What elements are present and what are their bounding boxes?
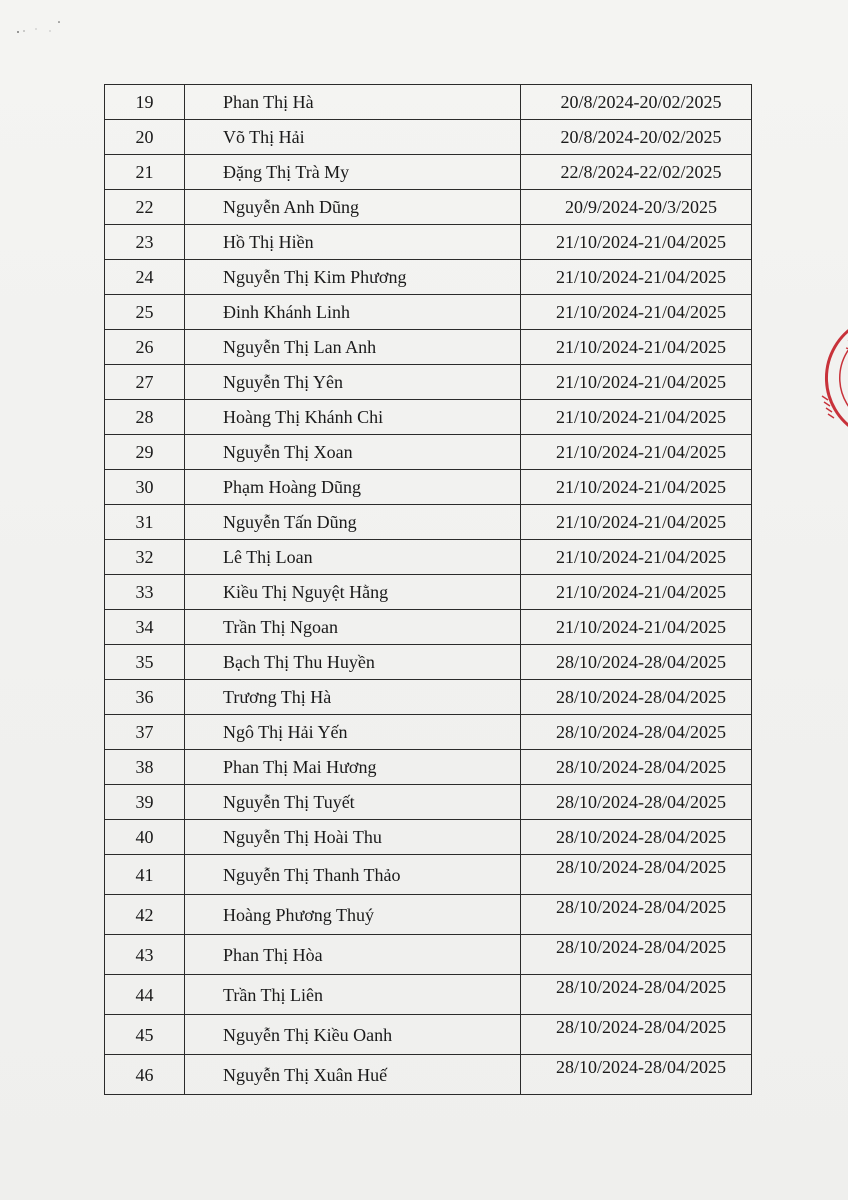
period-cell: 28/10/2024-28/04/2025 [521, 1055, 752, 1095]
row-number-cell: 30 [105, 470, 185, 505]
table-row [105, 680, 752, 715]
period-cell: 28/10/2024-28/04/2025 [521, 645, 752, 680]
staff-roster-table [104, 84, 752, 1095]
table-row [105, 575, 752, 610]
row-number-cell: 45 [105, 1015, 185, 1055]
period-cell: 28/10/2024-28/04/2025 [521, 715, 752, 750]
row-number-cell: 46 [105, 1055, 185, 1095]
name-cell: Hồ Thị Hiền [185, 225, 521, 260]
row-number-cell: 22 [105, 190, 185, 225]
name-cell: Hoàng Thị Khánh Chi [185, 400, 521, 435]
name-cell: Nguyễn Tấn Dũng [185, 505, 521, 540]
row-number-cell: 37 [105, 715, 185, 750]
scan-artifact-dots [14, 18, 74, 38]
name-cell: Kiều Thị Nguyệt Hằng [185, 575, 521, 610]
table-row [105, 785, 752, 820]
row-number-cell: 39 [105, 785, 185, 820]
name-cell: Nguyễn Thị Tuyết [185, 785, 521, 820]
period-cell: 28/10/2024-28/04/2025 [521, 820, 752, 855]
name-cell: Võ Thị Hải [185, 120, 521, 155]
row-number-cell: 42 [105, 895, 185, 935]
period-cell: 21/10/2024-21/04/2025 [521, 225, 752, 260]
table-row [105, 365, 752, 400]
name-cell: Trương Thị Hà [185, 680, 521, 715]
table-row [105, 260, 752, 295]
name-cell: Nguyễn Thị Thanh Thảo [185, 855, 521, 895]
period-cell: 28/10/2024-28/04/2025 [521, 785, 752, 820]
row-number-cell: 36 [105, 680, 185, 715]
period-cell: 21/10/2024-21/04/2025 [521, 575, 752, 610]
name-cell: Đặng Thị Trà My [185, 155, 521, 190]
row-number-cell: 26 [105, 330, 185, 365]
period-cell: 20/9/2024-20/3/2025 [521, 190, 752, 225]
table-row [105, 820, 752, 855]
period-cell: 21/10/2024-21/04/2025 [521, 330, 752, 365]
period-cell: 28/10/2024-28/04/2025 [521, 935, 752, 975]
period-cell: 28/10/2024-28/04/2025 [521, 750, 752, 785]
period-cell: 28/10/2024-28/04/2025 [521, 855, 752, 895]
table-row [105, 935, 752, 975]
table-row [105, 85, 752, 120]
name-cell: Lê Thị Loan [185, 540, 521, 575]
row-number-cell: 19 [105, 85, 185, 120]
period-cell: 21/10/2024-21/04/2025 [521, 260, 752, 295]
table-row [105, 895, 752, 935]
name-cell: Ngô Thị Hải Yến [185, 715, 521, 750]
row-number-cell: 32 [105, 540, 185, 575]
period-cell: 21/10/2024-21/04/2025 [521, 540, 752, 575]
table-row [105, 975, 752, 1015]
name-cell: Nguyễn Thị Xuân Huế [185, 1055, 521, 1095]
table-row [105, 155, 752, 190]
table-row [105, 855, 752, 895]
name-cell: Hoàng Phương Thuý [185, 895, 521, 935]
table-row [105, 540, 752, 575]
name-cell: Nguyễn Thị Lan Anh [185, 330, 521, 365]
table-row [105, 505, 752, 540]
period-cell: 28/10/2024-28/04/2025 [521, 895, 752, 935]
row-number-cell: 27 [105, 365, 185, 400]
row-number-cell: 33 [105, 575, 185, 610]
name-cell: Trần Thị Ngoan [185, 610, 521, 645]
row-number-cell: 25 [105, 295, 185, 330]
table-row [105, 1055, 752, 1095]
row-number-cell: 41 [105, 855, 185, 895]
table-row [105, 470, 752, 505]
row-number-cell: 43 [105, 935, 185, 975]
period-cell: 22/8/2024-22/02/2025 [521, 155, 752, 190]
name-cell: Nguyễn Thị Hoài Thu [185, 820, 521, 855]
red-seal-edge-icon [818, 318, 848, 438]
name-cell: Phan Thị Hòa [185, 935, 521, 975]
row-number-cell: 31 [105, 505, 185, 540]
name-cell: Bạch Thị Thu Huyền [185, 645, 521, 680]
name-cell: Phạm Hoàng Dũng [185, 470, 521, 505]
period-cell: 21/10/2024-21/04/2025 [521, 400, 752, 435]
table-row [105, 225, 752, 260]
name-cell: Nguyễn Thị Xoan [185, 435, 521, 470]
table-row [105, 750, 752, 785]
table-row [105, 715, 752, 750]
period-cell: 21/10/2024-21/04/2025 [521, 295, 752, 330]
name-cell: Phan Thị Hà [185, 85, 521, 120]
row-number-cell: 23 [105, 225, 185, 260]
period-cell: 28/10/2024-28/04/2025 [521, 680, 752, 715]
period-cell: 21/10/2024-21/04/2025 [521, 505, 752, 540]
table-row [105, 645, 752, 680]
table-row [105, 400, 752, 435]
table-row [105, 295, 752, 330]
row-number-cell: 44 [105, 975, 185, 1015]
table-row [105, 120, 752, 155]
period-cell: 28/10/2024-28/04/2025 [521, 1015, 752, 1055]
row-number-cell: 40 [105, 820, 185, 855]
table-row [105, 190, 752, 225]
row-number-cell: 35 [105, 645, 185, 680]
name-cell: Đinh Khánh Linh [185, 295, 521, 330]
table-row [105, 1015, 752, 1055]
period-cell: 20/8/2024-20/02/2025 [521, 120, 752, 155]
table-row [105, 330, 752, 365]
period-cell: 21/10/2024-21/04/2025 [521, 470, 752, 505]
period-cell: 28/10/2024-28/04/2025 [521, 975, 752, 1015]
table-row [105, 610, 752, 645]
row-number-cell: 38 [105, 750, 185, 785]
name-cell: Phan Thị Mai Hương [185, 750, 521, 785]
row-number-cell: 29 [105, 435, 185, 470]
roster-table-body [105, 85, 752, 1095]
row-number-cell: 20 [105, 120, 185, 155]
name-cell: Nguyễn Anh Dũng [185, 190, 521, 225]
row-number-cell: 28 [105, 400, 185, 435]
period-cell: 21/10/2024-21/04/2025 [521, 365, 752, 400]
table-row [105, 435, 752, 470]
row-number-cell: 34 [105, 610, 185, 645]
name-cell: Nguyễn Thị Kim Phương [185, 260, 521, 295]
period-cell: 20/8/2024-20/02/2025 [521, 85, 752, 120]
name-cell: Nguyễn Thị Kiều Oanh [185, 1015, 521, 1055]
row-number-cell: 24 [105, 260, 185, 295]
name-cell: Trần Thị Liên [185, 975, 521, 1015]
period-cell: 21/10/2024-21/04/2025 [521, 610, 752, 645]
name-cell: Nguyễn Thị Yên [185, 365, 521, 400]
row-number-cell: 21 [105, 155, 185, 190]
period-cell: 21/10/2024-21/04/2025 [521, 435, 752, 470]
